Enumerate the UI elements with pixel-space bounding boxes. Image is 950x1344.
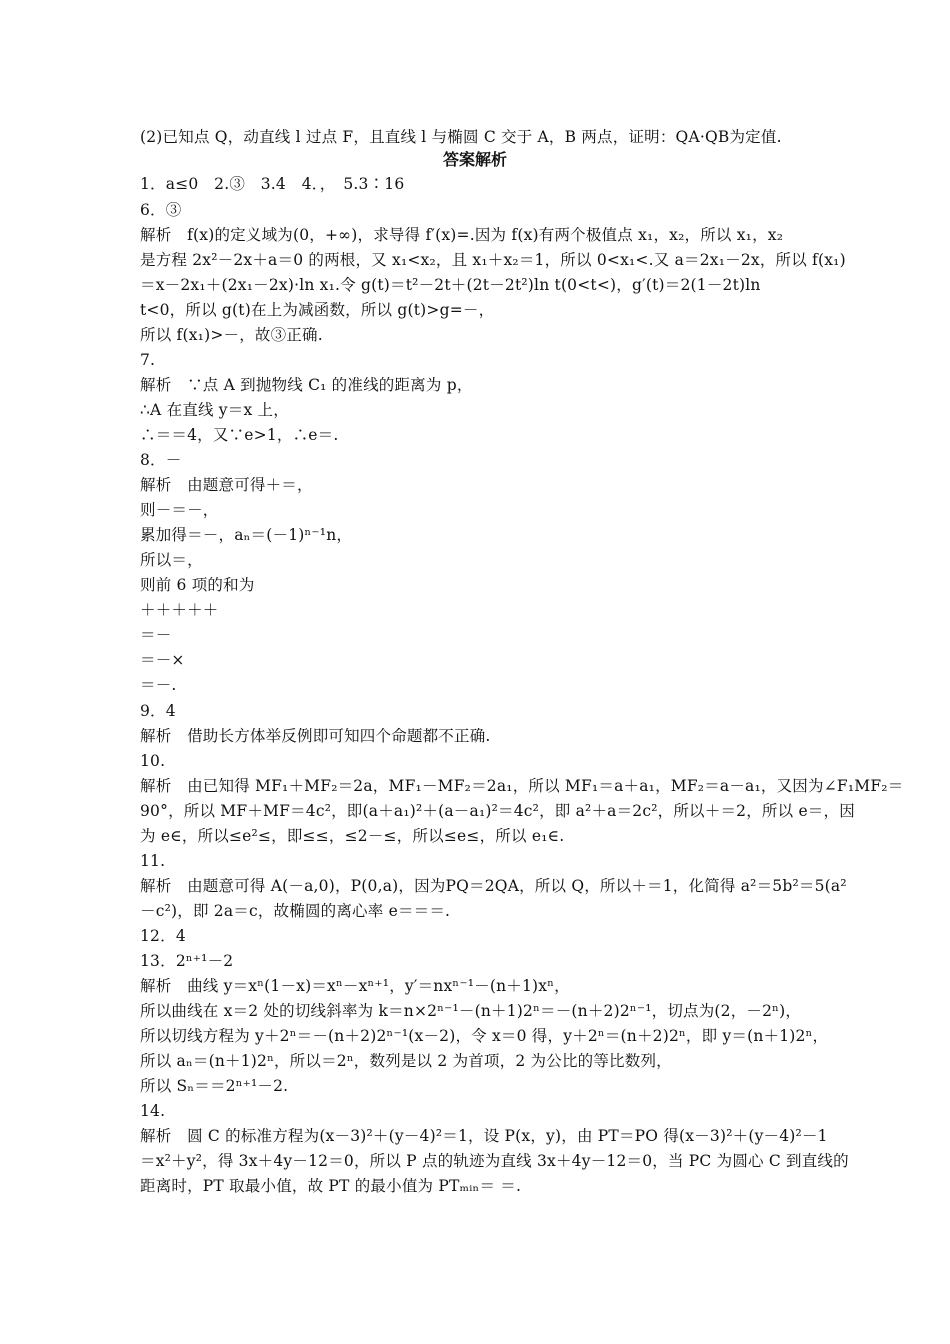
answer-line: 解析 曲线 y＝xⁿ(1－x)＝xⁿ－xⁿ⁺¹，y′＝nxⁿ⁻¹－(n＋1)xⁿ， bbox=[140, 977, 570, 995]
answer-line: 14. bbox=[140, 1102, 166, 1120]
answer-line: ＝－ bbox=[140, 626, 172, 644]
answer-line: 解析 由题意可得＋＝， bbox=[140, 476, 313, 494]
answer-line: －c²)，即 2a＝c，故椭圆的离心率 e＝＝＝. bbox=[140, 902, 451, 920]
answer-line: 所以切线方程为 y＋2ⁿ＝－(n＋2)2ⁿ⁻¹(x－2)，令 x＝0 得，y＋2ⁿ＝(n＋2)2ⁿ，即 y＝(n＋1)2ⁿ， bbox=[140, 1027, 829, 1045]
answer-line: 为 e∈，所以≤e²≤，即≤≤，≤2－≤，所以≤e≤，所以 e₁∈. bbox=[140, 827, 565, 845]
answer-line: ＋＋＋＋＋ bbox=[140, 601, 219, 619]
answer-line: 解析 由已知得 MF₁＋MF₂＝2a，MF₁－MF₂＝2a₁，所以 MF₁＝a＋a₁，MF₂＝a－a₁，又因为∠F₁MF₂＝ bbox=[140, 777, 904, 795]
answer-line: 8．－ bbox=[140, 451, 182, 469]
answer-line: ＝x－2x₁＋(2x₁－2x)·ln x₁.令 g(t)＝t²－2t＋(2t－2t²)ln t(0<t<)，g′(t)＝2(1－2t)ln bbox=[140, 276, 761, 294]
answer-line: ＝－× bbox=[140, 651, 185, 669]
answer-line: 所以曲线在 x＝2 处的切线斜率为 k＝n×2ⁿ⁻¹－(n＋1)2ⁿ＝－(n＋2)2ⁿ⁻¹，切点为(2，－2ⁿ)， bbox=[140, 1002, 802, 1020]
answer-line: 10. bbox=[140, 752, 166, 770]
answer-line: 解析 圆 C 的标准方程为(x－3)²＋(y－4)²＝1，设 P(x，y)，由 PT＝PO 得(x－3)²＋(y－4)²－1 bbox=[140, 1127, 828, 1145]
answer-line: 解析 f(x)的定义域为(0，+∞)，求导得 f′(x)=.因为 f(x)有两个极值点 x₁，x₂，所以 x₁，x₂ bbox=[140, 226, 784, 244]
answer-line: 90°，所以 MF＋MF＝4c²，即(a＋a₁)²＋(a－a₁)²＝4c²，即 a²＋a＝2c²，所以＋＝2，所以 e＝，因 bbox=[140, 802, 855, 820]
answer-line: 则前 6 项的和为 bbox=[140, 576, 255, 594]
answer-line: 是方程 2x²－2x＋a＝0 的两根，又 x₁<x₂，且 x₁＋x₂＝1，所以 0<x₁<.又 a＝2x₁－2x，所以 f(x₁) bbox=[140, 251, 846, 269]
answer-line: 则－＝－， bbox=[140, 501, 219, 519]
answer-line: 所以 Sₙ＝＝2ⁿ⁺¹－2. bbox=[140, 1077, 289, 1095]
answer-line: 解析 由题意可得 A(－a,0)，P(0,a)，因为PQ＝2QA，所以 Q，所以＋＝1，化简得 a²＝5b²＝5(a² bbox=[140, 877, 847, 895]
answer-line: t<0，所以 g(t)在上为减函数，所以 g(t)>g=－， bbox=[140, 301, 495, 319]
answer-line: 距离时，PT 取最小值，故 PT 的最小值为 PTₘᵢₙ＝ ＝. bbox=[140, 1177, 522, 1195]
answer-line: 7. bbox=[140, 351, 156, 369]
answer-line: 累加得＝－，aₙ＝(－1)ⁿ⁻¹n， bbox=[140, 526, 353, 544]
question-part-2: (2)已知点 Q，动直线 l 过点 F，且直线 l 与椭圆 C 交于 A，B 两点，证明：QA·QB为定值. bbox=[140, 128, 782, 146]
answer-line: 1．a≤0 2.③ 3.4 4．， 5.3∶16 bbox=[140, 175, 405, 193]
answer-line: 所以＝， bbox=[140, 551, 203, 569]
answer-line: ＝x²＋y²，得 3x＋4y－12＝0，所以 P 点的轨迹为直线 3x＋4y－12＝0，当 PC 为圆心 C 到直线的 bbox=[140, 1152, 849, 1170]
answer-line: 解析 借助长方体举反例即可知四个命题都不正确. bbox=[140, 727, 491, 745]
answer-line: 13．2ⁿ⁺¹－2 bbox=[140, 952, 234, 970]
answer-line: ＝－. bbox=[140, 676, 177, 694]
answer-line: 所以 aₙ＝(n＋1)2ⁿ，所以＝2ⁿ，数列是以 2 为首项，2 为公比的等比数列， bbox=[140, 1052, 672, 1070]
answer-line: 12．4 bbox=[140, 927, 186, 945]
answer-line: 6．③ bbox=[140, 201, 182, 219]
answer-line: ∴＝＝4，又∵e>1，∴e＝. bbox=[140, 426, 339, 444]
answer-line: 所以 f(x₁)>－，故③正确. bbox=[140, 326, 323, 344]
answer-line: ∴A 在直线 y＝x 上， bbox=[140, 401, 289, 419]
answers-heading: 答案解析 bbox=[442, 150, 507, 169]
answer-line: 9．4 bbox=[140, 702, 176, 720]
answer-line: 11. bbox=[140, 852, 166, 870]
answer-line: 解析 ∵点 A 到抛物线 C₁ 的准线的距离为 p， bbox=[140, 376, 473, 394]
